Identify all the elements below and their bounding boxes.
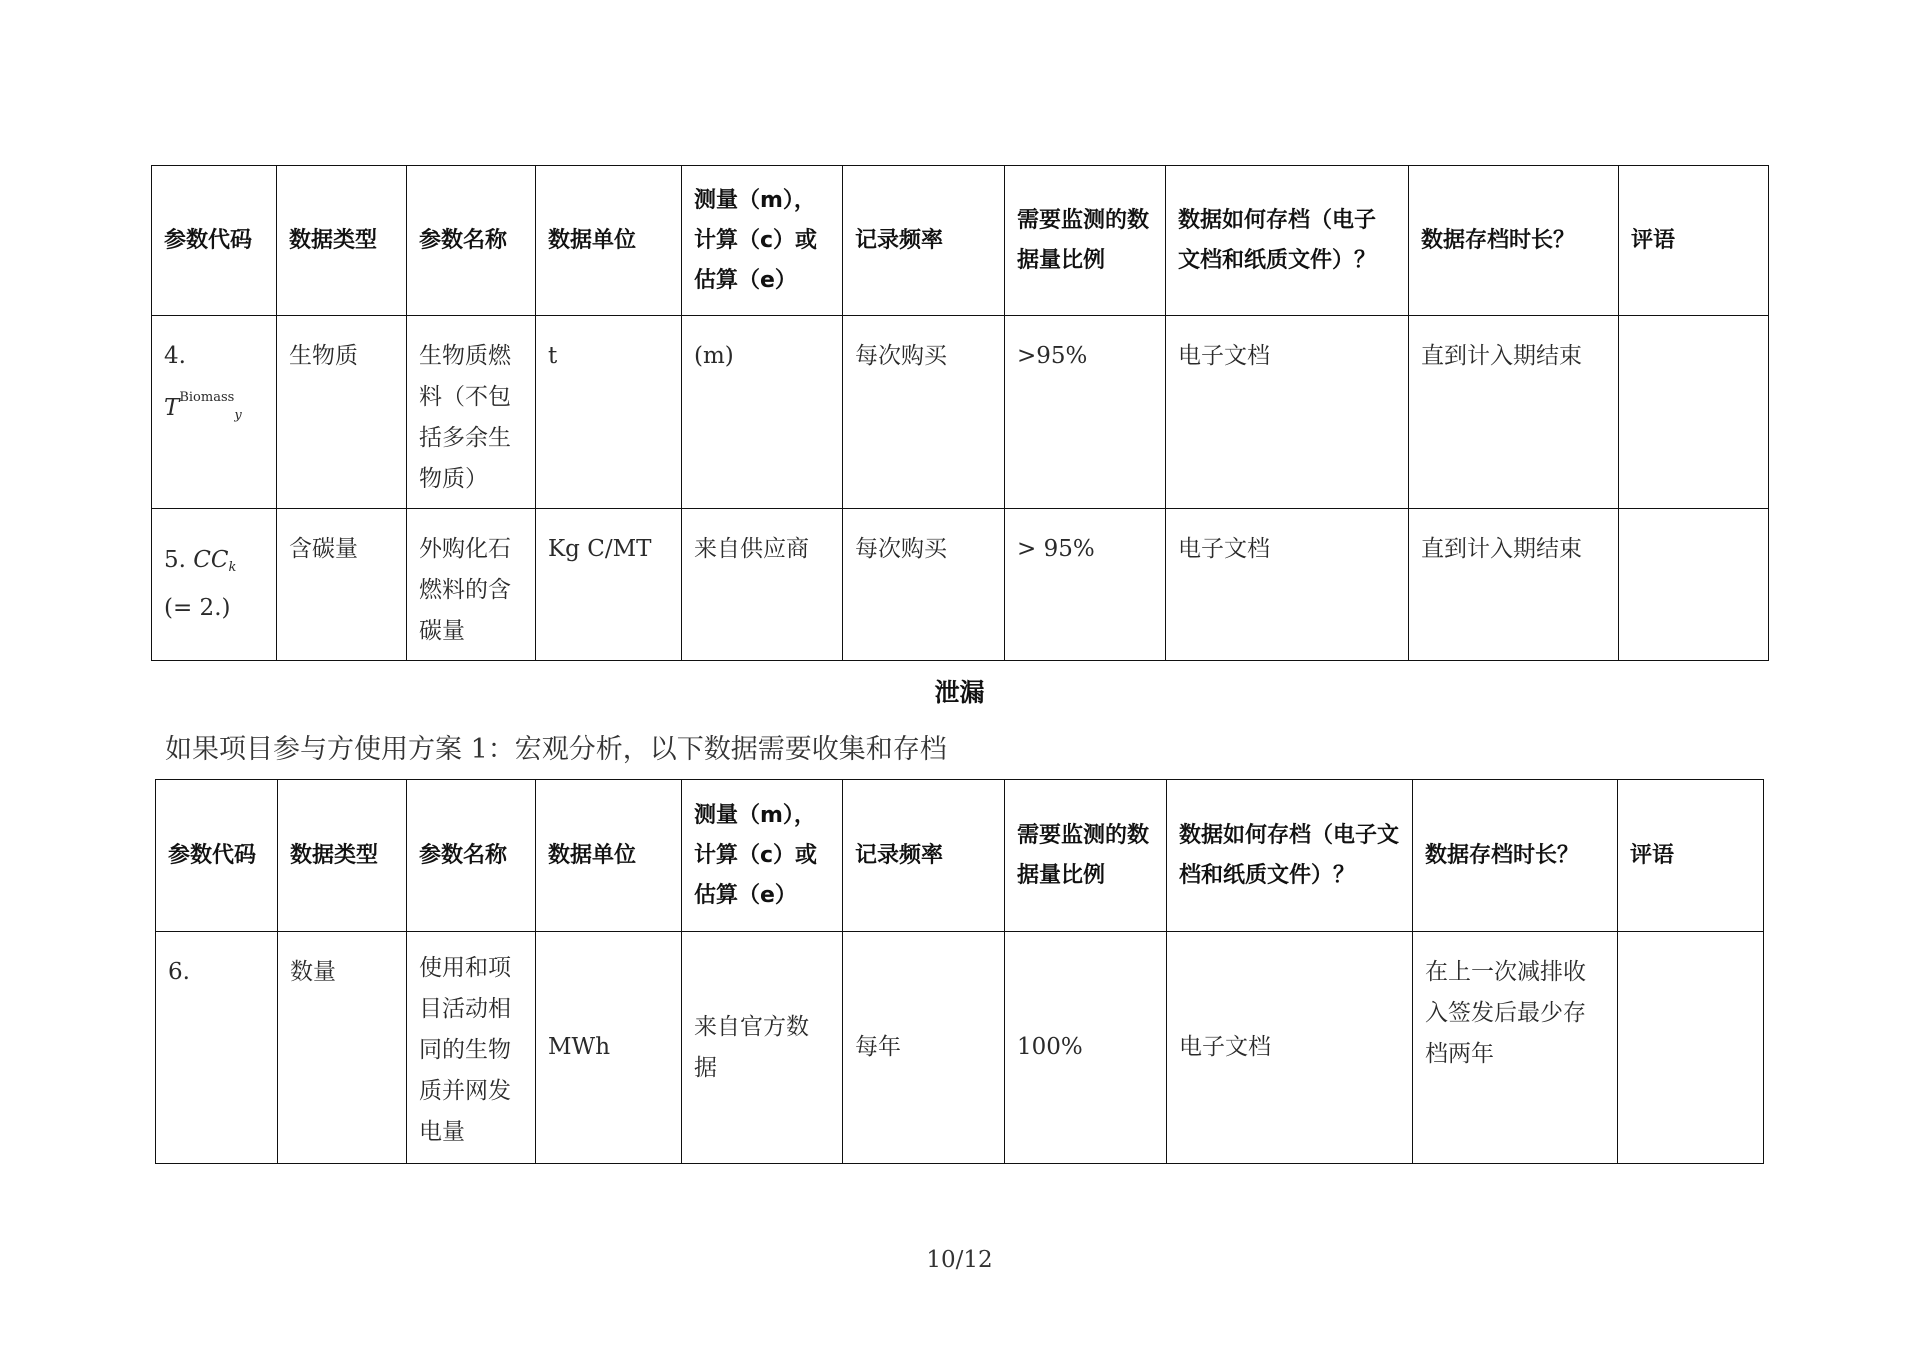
comment-cell (1619, 509, 1769, 661)
header-record-frequency: 记录频率 (843, 780, 1005, 932)
parameter-code-cell (152, 316, 277, 509)
code-symbol: T (164, 395, 180, 421)
header-parameter-code: 参数代码 (152, 166, 277, 316)
archive-duration-cell: 直到计入期结束 (1409, 509, 1619, 661)
header-monitoring-proportion: 需要监测的数据量比例 (1005, 166, 1166, 316)
section-heading-leakage: 泄漏 (934, 678, 985, 707)
comment-cell (1618, 932, 1764, 1164)
parameter-name-cell: 生物质燃料（不包括多余生物质） (407, 316, 536, 509)
header-parameter-code: 参数代码 (156, 780, 278, 932)
header-record-frequency: 记录频率 (843, 166, 1005, 316)
table-row (156, 932, 1764, 1164)
header-archive-method: 数据如何存档（电子文档和纸质文件）？ (1167, 780, 1413, 932)
record-frequency-cell: 每年 (843, 932, 1005, 1164)
leakage-parameters-table (155, 779, 1764, 1164)
header-data-type: 数据类型 (277, 166, 407, 316)
header-parameter-name: 参数名称 (407, 780, 536, 932)
monitoring-proportion-cell: 100% (1005, 932, 1167, 1164)
monitoring-parameters-table (151, 165, 1769, 661)
header-measurement-method: 测量（m），计算（c）或估算（e） (682, 780, 843, 932)
code-subscript: k (228, 560, 237, 575)
data-unit-cell: Kg C/MT (536, 509, 682, 661)
header-comment: 评语 (1619, 166, 1769, 316)
table-header-row (152, 166, 1769, 316)
code-prefix: 5. (164, 547, 194, 573)
comment-cell (1619, 316, 1769, 509)
table-row (152, 316, 1769, 509)
archive-method-cell: 电子文档 (1167, 932, 1413, 1164)
measurement-method-cell: 来自官方数据 (682, 932, 843, 1164)
monitoring-proportion-cell: > 95% (1005, 509, 1166, 661)
archive-duration-cell: 直到计入期结束 (1409, 316, 1619, 509)
intro-paragraph: 如果项目参与方使用方案 1：宏观分析，以下数据需要收集和存档 (165, 734, 947, 765)
archive-duration-cell: 在上一次减排收入签发后最少存档两年 (1413, 932, 1618, 1164)
header-comment: 评语 (1618, 780, 1764, 932)
header-archive-duration: 数据存档时长？ (1409, 166, 1619, 316)
header-archive-duration: 数据存档时长？ (1413, 780, 1618, 932)
code-symbol: CC (193, 547, 229, 573)
code-superscript: Biomass (179, 390, 235, 405)
header-archive-method: 数据如何存档（电子文档和纸质文件）？ (1166, 166, 1409, 316)
data-type-cell: 生物质 (277, 316, 407, 509)
parameter-name-cell: 外购化石燃料的含碳量 (407, 509, 536, 661)
archive-method-cell: 电子文档 (1166, 316, 1409, 509)
header-data-unit: 数据单位 (536, 780, 682, 932)
parameter-code-cell: 6. (156, 932, 278, 1164)
header-data-type: 数据类型 (278, 780, 407, 932)
header-measurement-method: 测量（m），计算（c）或估算（e） (682, 166, 843, 316)
header-parameter-name: 参数名称 (407, 166, 536, 316)
header-data-unit: 数据单位 (536, 166, 682, 316)
data-type-cell: 数量 (278, 932, 407, 1164)
record-frequency-cell: 每次购买 (843, 509, 1005, 661)
measurement-method-cell: 来自供应商 (682, 509, 843, 661)
parameter-name-cell: 使用和项目活动相同的生物质并网发电量 (407, 932, 536, 1164)
code-suffix: (= 2.) (164, 595, 231, 621)
data-unit-cell: MWh (536, 932, 682, 1164)
page-number: 10/12 (926, 1247, 993, 1273)
code-subscript: y (234, 408, 242, 423)
monitoring-proportion-cell: >95% (1005, 316, 1166, 509)
measurement-method-cell: (m) (682, 316, 843, 509)
data-type-cell: 含碳量 (277, 509, 407, 661)
parameter-code-cell (152, 509, 277, 661)
archive-method-cell: 电子文档 (1166, 509, 1409, 661)
data-unit-cell: t (536, 316, 682, 509)
header-monitoring-proportion: 需要监测的数据量比例 (1005, 780, 1167, 932)
record-frequency-cell: 每次购买 (843, 316, 1005, 509)
table-row (152, 509, 1769, 661)
code-prefix: 4. (164, 343, 186, 369)
table-header-row (156, 780, 1764, 932)
